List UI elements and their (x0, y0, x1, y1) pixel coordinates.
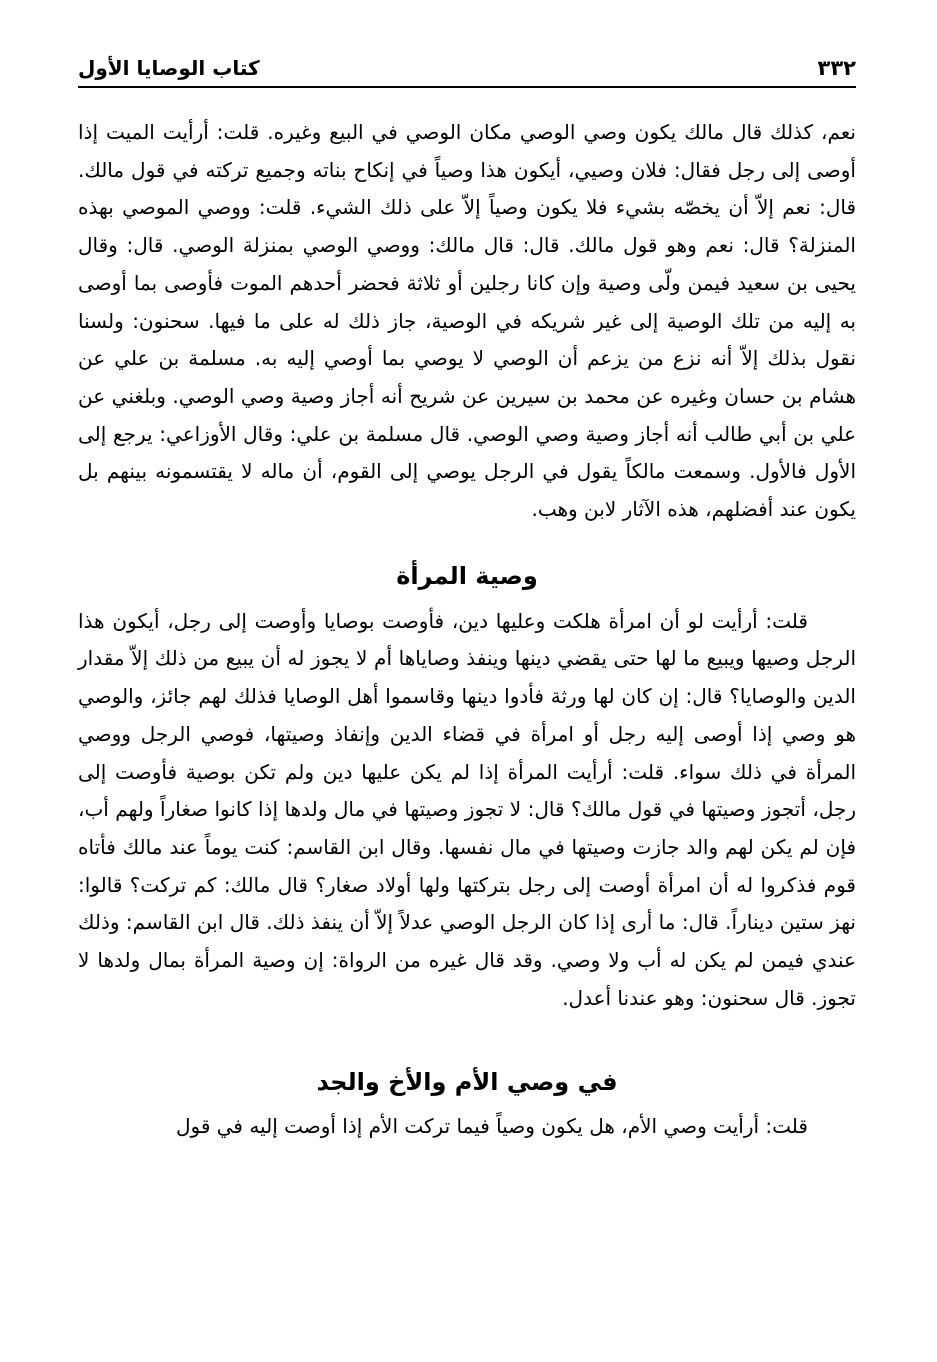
running-title: كتاب الوصايا الأول (78, 56, 260, 80)
page-header (78, 44, 856, 88)
book-page (78, 44, 856, 1344)
section-heading-mother-brother-grandfather: في وصي الأم والأخ والجد (316, 1068, 618, 1097)
section-heading-womans-will: وصية المرأة (396, 561, 538, 590)
paragraph-mothers-executor: قلت: أرأيت وصي الأم، هل يكون وصياً فيما تركت الأم إذا أوصت إليه في قول (175, 1114, 808, 1139)
paragraph-opening: نعم، كذلك قال مالك يكون وصي الوصي مكان الوصي في البيع وغيره. قلت: أرأيت الميت إذا أوصى إلى رجل فقال: فلان وصيي، أيكون هذا وصياً في إنكاح بناته وجميع تركته في قول مالك. قال: نعم إلاّ أن يخصّه بشيء فلا يكون وصياً إلاّ على ذلك الشيء. قلت: ووصي الموصي بهذه المنزلة؟ قال: نعم وهو قول مالك. قال: قال مالك: ووصي الوصي بمنزلة الوصي. قال: وقال يحيى بن سعيد فيمن ولّى وصية وإن كانا رجلين أو ثلاثة فحضر أحدهم الموت فأوصى بما أوصى به إليه من تلك الوصية إلى غير شريكه في الوصية، جاز ذلك له على ما فيها. سحنون: ولسنا نقول بذلك إلاّ أنه نزع من يزعم أن الوصي لا يوصي بما أوصي إليه به. مسلمة بن علي عن هشام بن حسان وغيره عن محمد بن سيرين عن شريح أنه أجاز وصية وصي الوصي. وبلغني عن علي بن أبي طالب أنه أجاز وصية وصي الوصي. قال مسلمة بن علي: وقال الأوزاعي: يرجع إلى الأول فالأول. وسمعت مالكاً يقول في الرجل يوصي إلى القوم، أن ماله لا يقتسمونه بينهم بل يكون عند أفضلهم، هذه الآثار لابن وهب. (78, 120, 856, 522)
paragraph-womans-will: قلت: أرأيت لو أن امرأة هلكت وعليها دين، فأوصت بوصايا وأوصت إلى رجل، أيكون هذا الرجل وصيها ويبيع ما لها حتى يقضي دينها وينفذ وصاياها أم لا يجوز له أن يبيع من ذلك إلاّ مقدار الدين والوصايا؟ قال: إن كان لها ورثة فأدوا دينها وقاسموا أهل الوصايا فذلك لهم جائز، والوصي هو وصي إذا أوصى إليه رجل أو امرأة في قضاء الدين وإنفاذ وصيتها، فوصي الرجل ووصي المرأة في ذلك سواء. قلت: أرأيت المرأة إذا لم يكن عليها دين ولم تكن بوصية فأوصت إلى رجل، أتجوز وصيتها في قول مالك؟ قال: لا تجوز وصيتها في مال ولدها إذا كانوا صغاراً ولهم أب، فإن لم يكن لهم والد جازت وصيتها في مال نفسها. وقال ابن القاسم: كنت يوماً عند مالك فأتاه قوم فذكروا له أن امرأة أوصت إلى رجل بتركتها ولها أولاد صغار؟ قال مالك: كم تركت؟ قالوا: نهز ستين ديناراً. قال: ما أرى إذا كان الرجل الوصي عدلاً إلاّ أن ينفذ ذلك. قال ابن القاسم: وذلك عندي فيمن لم يكن له أب ولا وصي. وقد قال غيره من الرواة: إن وصية المرأة بمال ولدها لا تجوز. قال سحنون: وهو عندنا أعدل. (78, 608, 856, 1010)
page-number: ٣٣٢ (817, 56, 856, 80)
